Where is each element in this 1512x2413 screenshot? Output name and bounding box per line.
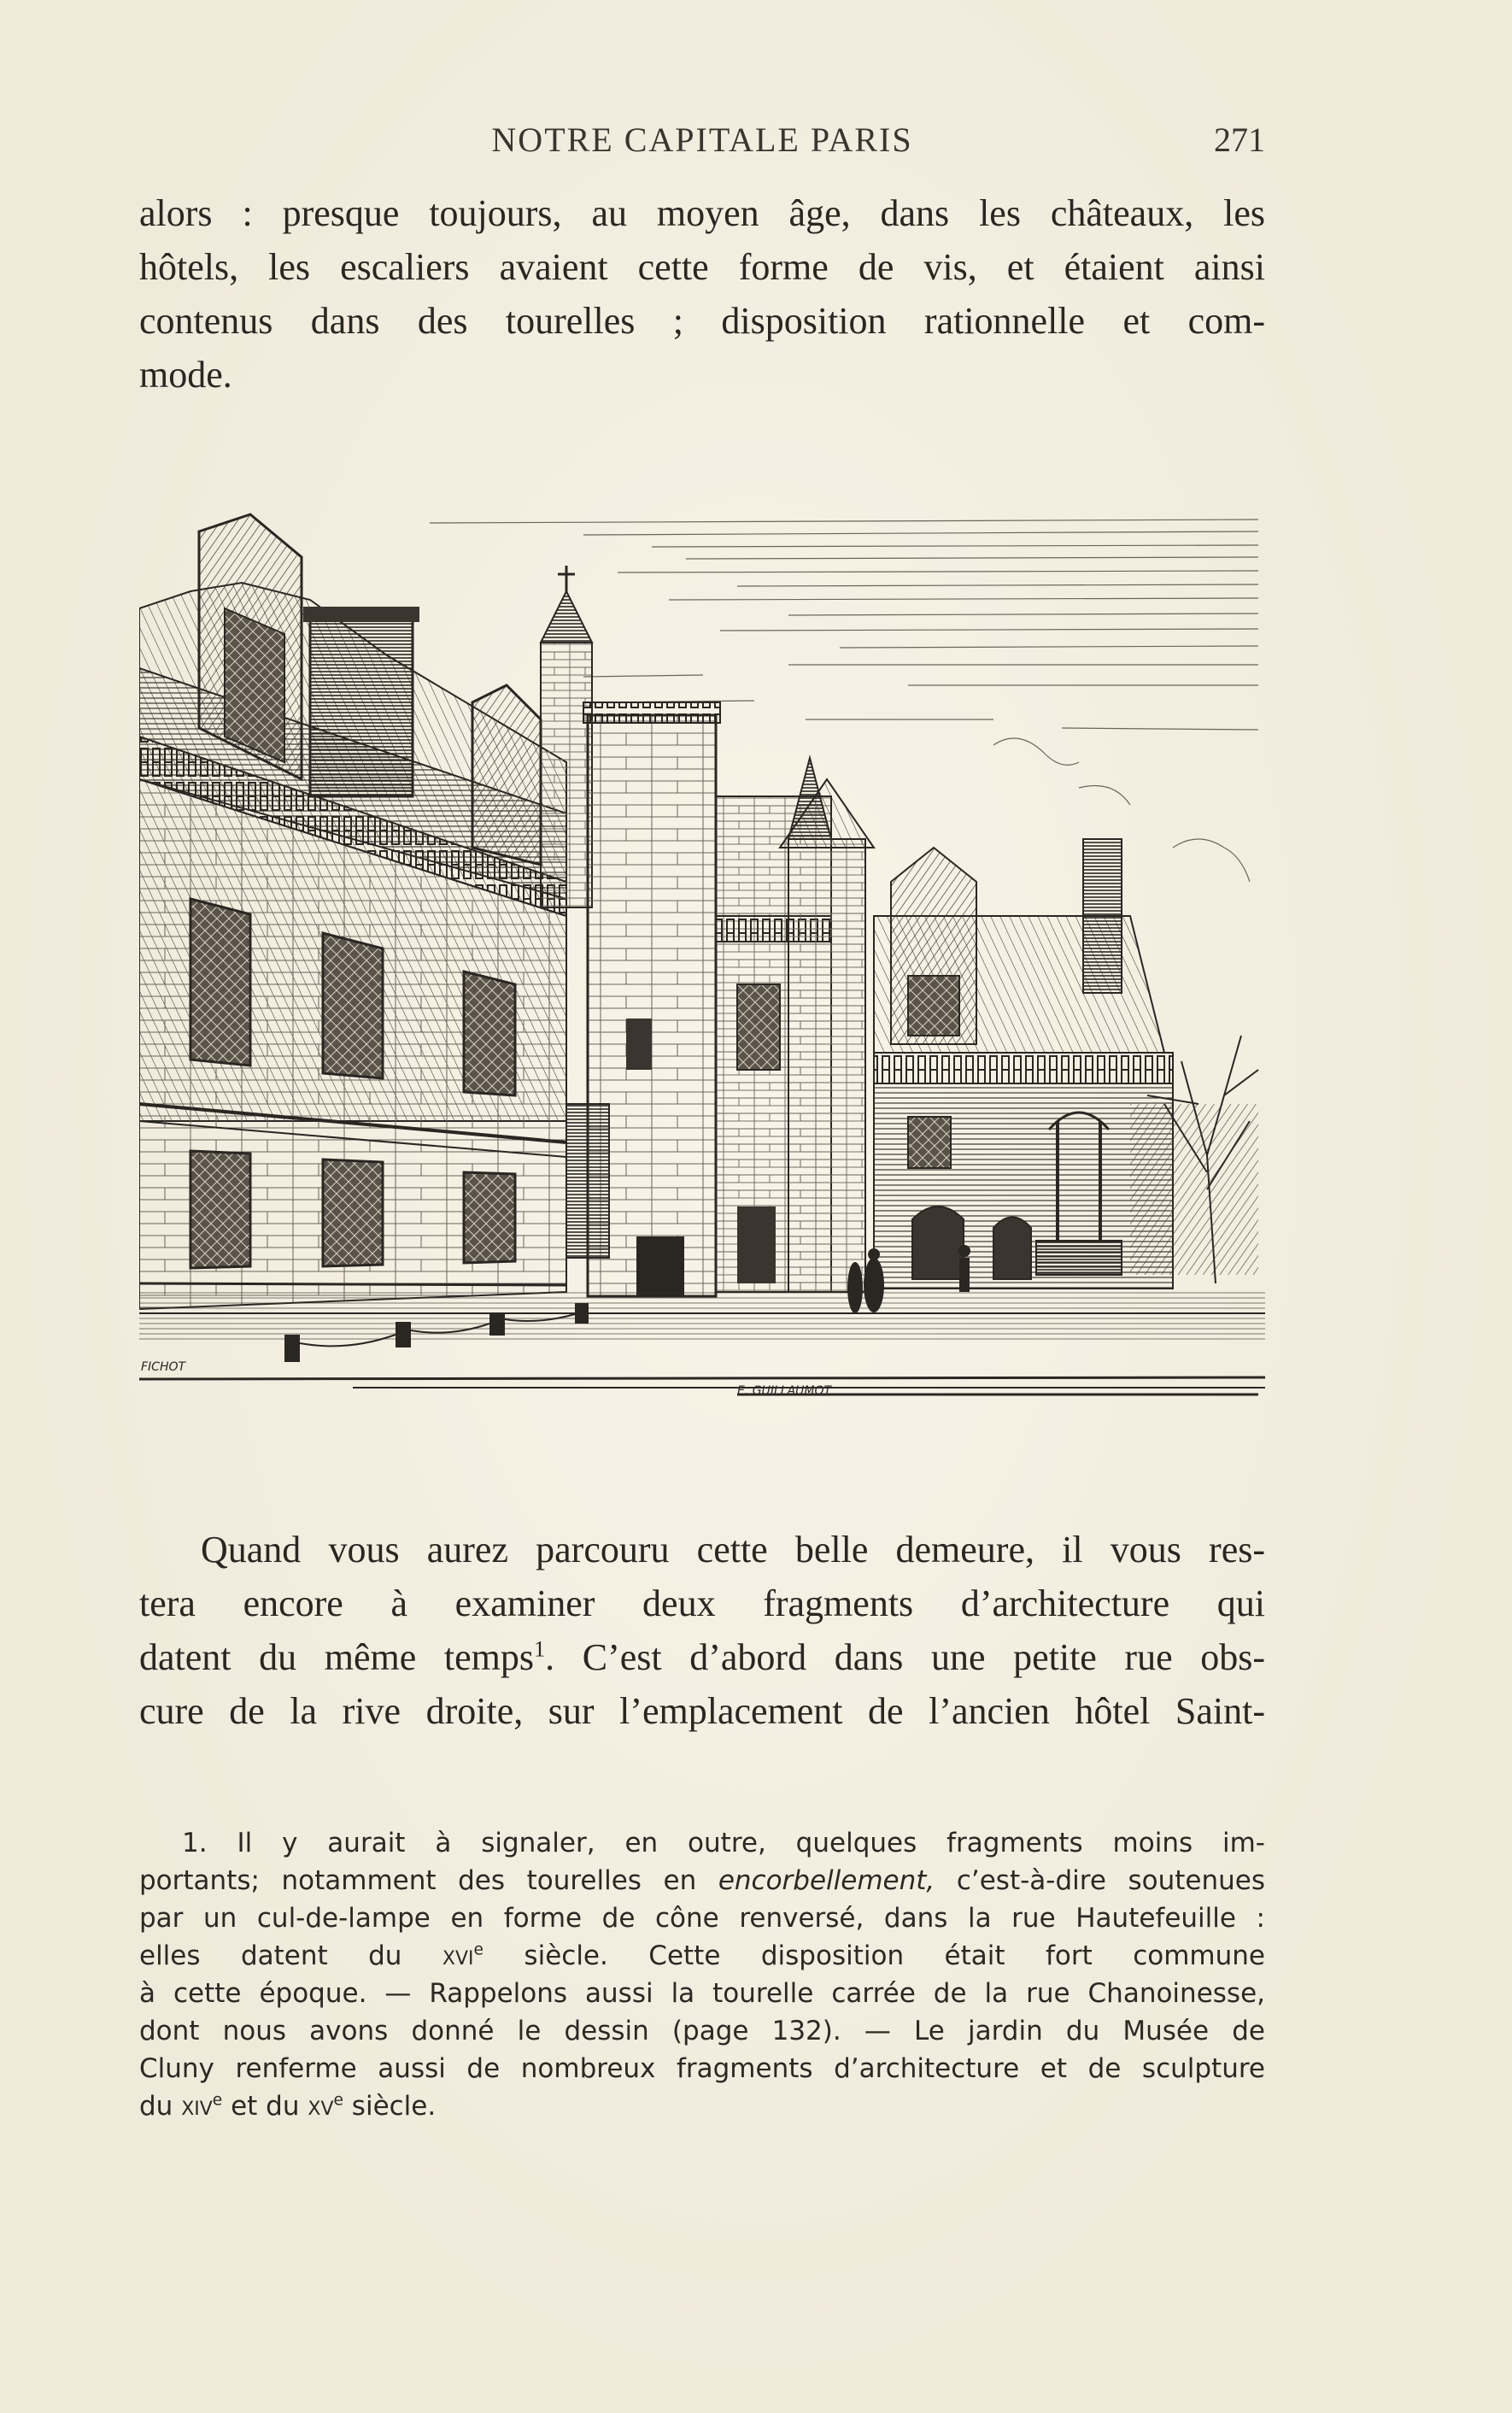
paragraph-2 — [139, 1523, 1265, 1738]
ordinal-suffix: e — [212, 2091, 223, 2110]
paragraph-line: alors : presque toujours, au moyen âge, dans les châteaux, les — [139, 192, 1265, 234]
paragraph-line: Quand vous aurez parcouru cette belle demeure, il vous res- — [201, 1529, 1265, 1571]
text-run: siècle. Cette disposition était fort commune — [483, 1940, 1265, 1971]
text-run: datent du même temps — [139, 1636, 534, 1678]
middle-building — [716, 758, 874, 1292]
century-numeral: xiv — [181, 2091, 213, 2122]
paragraph-line: contenus dans des tourelles ; disposition rationnelle et com- — [139, 300, 1265, 342]
left-wing — [139, 514, 566, 1309]
text-run: portants; notamment des tourelles en — [139, 1865, 718, 1896]
footnote-line: dont nous avons donné le dessin (page 132). — Le jardin du Musée de — [139, 2016, 1265, 2046]
footnote-line: Cluny renferme aussi de nombreux fragments d’architecture et de sculpture — [139, 2053, 1265, 2084]
text-run: elles datent du — [139, 1940, 442, 1971]
ordinal-suffix: e — [473, 1940, 483, 1959]
running-title: NOTRE CAPITALE PARIS — [491, 120, 913, 159]
text-run: du — [139, 2091, 182, 2122]
footnote-line — [139, 1937, 1265, 1975]
century-numeral: xvi — [442, 1940, 474, 1971]
ordinal-suffix: e — [333, 2091, 343, 2110]
paragraph-line: hôtels, les escaliers avaient cette forme de vis, et étaient ainsi — [139, 246, 1265, 288]
paragraph-1 — [139, 186, 1265, 402]
italic-term: encorbellement, — [718, 1865, 935, 1896]
right-building — [874, 839, 1173, 1289]
text-run: c’est-à-dire soutenues — [935, 1865, 1265, 1896]
page-header — [139, 120, 1265, 164]
engraving-figure — [139, 506, 1265, 1412]
engraver-signature-right: E. GUILLAUMOT — [737, 1384, 832, 1398]
paragraph-line: tera encore à examiner deux fragments d’architecture qui — [139, 1582, 1265, 1624]
engraving-courtyard-illustration — [139, 506, 1265, 1412]
footnote-line — [139, 1862, 1265, 1899]
paragraph-line — [139, 1630, 1265, 1684]
text-run: siècle. — [343, 2091, 437, 2122]
footnote-line: par un cul-de-lampe en forme de cône renversé, dans la rue Hautefeuille : — [139, 1903, 1265, 1934]
text-run: et du — [222, 2091, 308, 2122]
footnote — [139, 1824, 1265, 2125]
paragraph-line: cure de la rive droite, sur l’emplacement de l’ancien hôtel Saint- — [139, 1690, 1265, 1732]
page-number: 271 — [1214, 120, 1265, 159]
century-numeral: xv — [308, 2091, 334, 2122]
footnote-line: à cette époque. — Rappelons aussi la tourelle carrée de la rue Chanoinesse, — [139, 1978, 1265, 2009]
footnote-line: 1. Il y aurait à signaler, en outre, quelques fragments moins im- — [182, 1828, 1265, 1858]
footnote-line — [139, 2087, 1265, 2125]
footnote-reference: 1 — [533, 1635, 546, 1662]
paragraph-line: mode. — [139, 354, 232, 396]
text-run: . C’est d’abord dans une petite rue obs- — [545, 1636, 1265, 1678]
engraver-signature-left: FICHOT — [141, 1360, 186, 1374]
